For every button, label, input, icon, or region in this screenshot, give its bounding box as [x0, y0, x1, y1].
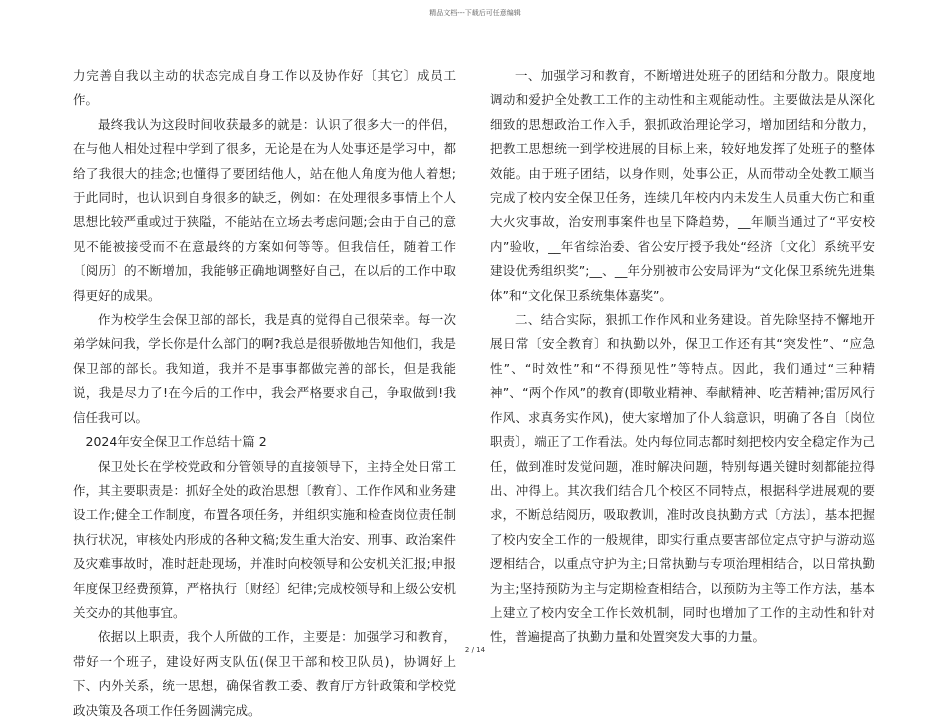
paragraph: 二、结合实际，狠抓工作作风和业务建设。首先除坚持不懈地开展日常〔安全教育〕和执勤以外，保卫工作还有其“突发性”、“应急性”、“时效性”和“不得预见性”等特点。因此，我们通过“三种精神”、“两个作风”的教育(即敬业精神、奉献精神、吃苦精神;雷厉风行作风、求真务实作风)，使大家增加了仆人翁意识，明确了各自〔岗位职责〕，端正了工作看法。处内每位同志都时刻把校内安全稳定作为己任，做到准时发觉问题，准时解决问题，特别每遇关键时刻都能拉得出、冲得上。其次我们结合几个校区不同特点，根据科学进展观的要求，不断总结阅历，吸取教训，准时改良执勤方式〔方法〕，基本把握了校内安全工作的一般规律，即实行重点要害部位定点守护与游动巡逻相结合，以重点守护为主;日常执勤与专项治理相结合，以日常执勤为主;坚持预防为主与定期检查相结合，以预防为主等工作方法，基本上建立了校内安全工作长效机制，同时也增加了工作的主动性和针对性，普遍提高了执勤力量和处置突发大事的力量。: [490, 312, 875, 645]
page-number: 2 / 14: [464, 646, 486, 654]
paragraph: 依据以上职责，我个人所做的工作，主要是：加强学习和教育，带好一个班子，建设好两支队伍(保卫干部和校卫队员)，协调好上下、内外关系，统一思想，确保省教工委、教育厅方针政策和学校党政决策及各项工作任务圆满完成。: [73, 629, 456, 718]
section-heading: 2024年安全保卫工作总结十篇 2: [85, 434, 267, 450]
paragraph: 最终我认为这段时间收获最多的就是：认识了很多大一的伴侣，在与他人相处过程中学到了很多，无论是在为人处事还是学习中，都给了我很大的挂念;也懂得了要团结他人，站在他人角度为他人着想;于此同时，也认识到自身很多的缺乏，例如：在处理很多事情上个人思想比较严重或过于狭隘，不能站在立场去考虑问题;会由于自己的意见不能被接受而不在意最终的方案如何等等。但我信任，随着工作〔阅历〕的不断增加，我能够正确地调整好自己，在以后的工作中取得更好的成果。: [73, 116, 456, 303]
paragraph: 力完善自我以主动的状态完成自身工作以及协作好〔其它〕成员工作。: [73, 68, 456, 108]
paragraph: 一、加强学习和教育，不断增进处班子的团结和分散力。限度地调动和爱护全处教工工作的主动性和主观能动性。主要做法是从深化细致的思想政治工作入手，狠抓政治理论学习，增加团结和分散力，把教工思想统一到学校进展的目标上来，较好地发挥了处班子的整体效能。由于班子团结，以身作则，处事公正，从而带动全处教工顺当完成了校内安全保卫任务，连续几年校内内未发生人员重大伤亡和重大火灾事故，治安刑事案件也呈下降趋势，__年顺当通过了“平安校内”验收，__年省综治委、省公安厅授予我处“经济〔文化〕系统平安建设优秀组织奖”;__、__年分别被市公安局评为“文化保卫系统先进集体”和“文化保卫系统集体嘉奖”。: [490, 68, 875, 303]
left-column: [73, 64, 456, 723]
page-header: 精品文档---下载后可任意编辑: [429, 9, 521, 17]
paragraph: 作为校学生会保卫部的部长，我是真的觉得自己很荣幸。每一次弟学妹问我，学长你是什么部门的啊?我总是很骄傲地告知他们，我是保卫部的部长。我知道，我并不是事事都做完善的部长，但是我能说，我是尽力了!在今后的工作中，我会严格要求自己，争取做到!我信任我可以。: [73, 312, 456, 425]
paragraph: 保卫处长在学校党政和分管领导的直接领导下，主持全处日常工作，其主要职责是：抓好全处的政治思想〔教育〕、工作作风和业务建设工作;健全工作制度，布置各项任务，并组织实施和检查岗位责任制执行状况，审核处内形成的各种文稿;发生重大治安、刑事、政治案件及灾难事故时，准时赶赴现场，并准时向校领导和公安机关汇报;申报年度保卫经费预算，严格执行〔财经〕纪律;完成校领导和上级公安机关交办的其他事宜。: [73, 458, 456, 620]
right-column: [490, 64, 875, 650]
